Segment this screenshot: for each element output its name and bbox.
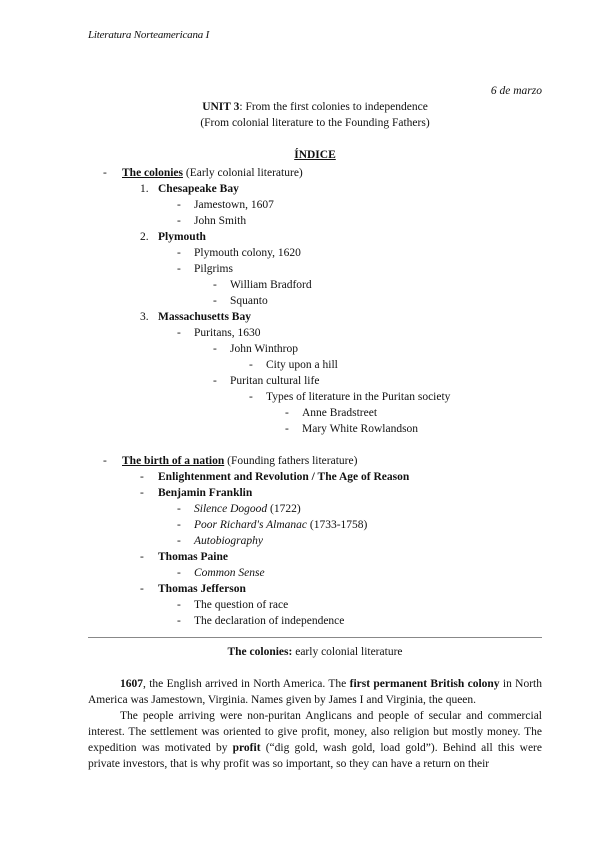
body-paragraph-1 [88,676,542,708]
toc-poor-richards-almanac [194,519,367,531]
list-number: 3. [140,311,149,323]
unit-title [88,101,542,113]
list-dash: - [213,279,217,291]
list-dash: - [177,247,181,259]
list-dash: - [140,471,144,483]
toc-chesapeake-bay: Chesapeake Bay [158,183,239,195]
unit-label: UNIT 3 [202,101,240,113]
section-heading-rest: early colonial literature [292,646,403,658]
work-year: (1733-1758) [306,519,368,531]
list-dash: - [177,199,181,211]
list-dash: - [213,295,217,307]
toc-pilgrims: Pilgrims [194,263,233,275]
toc-massachusetts-bay: Massachusetts Bay [158,311,251,323]
index-title: ÍNDICE [294,149,336,161]
horizontal-rule [88,637,542,638]
paragraph-text: (“dig gold, wash gold, load gold”). Behind all this were private investors, that is why profit was so important, so they can have a return on their [88,742,542,770]
list-dash: - [177,519,181,531]
toc-colonies [122,167,303,179]
work-year: (1722) [267,503,301,515]
toc-john-smith: John Smith [194,215,247,227]
paragraph-text: in North America was Jamestown, Virginia. Names given by James I and Virginia, the queen. [88,678,542,706]
list-dash: - [177,263,181,275]
section-heading-bold: The colonies: [227,646,293,658]
first-permanent-colony: first permanent British colony [349,678,500,690]
list-dash: - [103,167,107,179]
list-dash: - [249,391,253,403]
paragraph-text: The people arriving were non-puritan Anglicans and people of secular and commercial interest. The settlement was oriented to give profit, money, also religion but mostly money. The expedition was motivated by [88,710,542,754]
toc-puritans: Puritans, 1630 [194,327,261,339]
list-dash: - [285,407,289,419]
toc-declaration-of-independence: The declaration of independence [194,615,345,627]
list-dash: - [103,455,107,467]
toc-city-upon-a-hill: City upon a hill [266,359,338,371]
toc-colonies-title: The colonies [122,167,184,179]
body-paragraph-2 [88,708,542,772]
toc-types-of-literature: Types of literature in the Puritan society [266,391,451,403]
list-dash: - [177,503,181,515]
year-1607: 1607 [120,678,143,690]
toc-autobiography: Autobiography [194,535,263,547]
list-dash: - [140,487,144,499]
list-dash: - [177,327,181,339]
list-dash: - [140,551,144,563]
toc-squanto: Squanto [230,295,268,307]
toc-thomas-jefferson: Thomas Jefferson [158,583,246,595]
list-dash: - [249,359,253,371]
list-dash: - [213,375,217,387]
list-dash: - [213,343,217,355]
toc-nation-title: The birth of a nation [122,455,225,467]
list-dash: - [177,615,181,627]
profit-keyword: profit [232,742,261,754]
unit-title-rest: : From the first colonies to independence [239,101,428,113]
list-dash: - [140,583,144,595]
toc-common-sense: Common Sense [194,567,265,579]
list-dash: - [177,567,181,579]
document-date: 6 de marzo [490,85,542,97]
list-dash: - [177,215,181,227]
toc-john-winthrop: John Winthrop [230,343,299,355]
running-header: Literatura Norteamericana I [88,29,210,41]
toc-jamestown: Jamestown, 1607 [194,199,274,211]
toc-question-of-race: The question of race [194,599,289,611]
list-dash: - [177,599,181,611]
paragraph-text: , the English arrived in North America. The [143,678,350,690]
toc-mary-white-rowlandson: Mary White Rowlandson [302,423,419,435]
toc-benjamin-franklin: Benjamin Franklin [158,487,253,499]
toc-birth-of-a-nation [122,455,357,467]
toc-plymouth: Plymouth [158,231,206,243]
work-title: Silence Dogood [194,503,268,515]
toc-puritan-cultural-life: Puritan cultural life [230,375,320,387]
unit-subtitle: (From colonial literature to the Founding Fathers) [200,117,430,129]
toc-william-bradford: William Bradford [230,279,312,291]
section-heading [88,646,542,658]
list-number: 2. [140,231,149,243]
toc-enlightenment: Enlightenment and Revolution / The Age of Reason [158,471,410,483]
list-dash: - [177,535,181,547]
toc-nation-rest: (Founding fathers literature) [224,455,358,467]
toc-plymouth-colony: Plymouth colony, 1620 [194,247,301,259]
work-title: Poor Richard's Almanac [194,519,307,531]
list-dash: - [285,423,289,435]
list-number: 1. [140,183,149,195]
toc-colonies-rest: (Early colonial literature) [183,167,303,179]
toc-thomas-paine: Thomas Paine [158,551,228,563]
toc-silence-dogood [194,503,301,515]
toc-anne-bradstreet: Anne Bradstreet [302,407,378,419]
